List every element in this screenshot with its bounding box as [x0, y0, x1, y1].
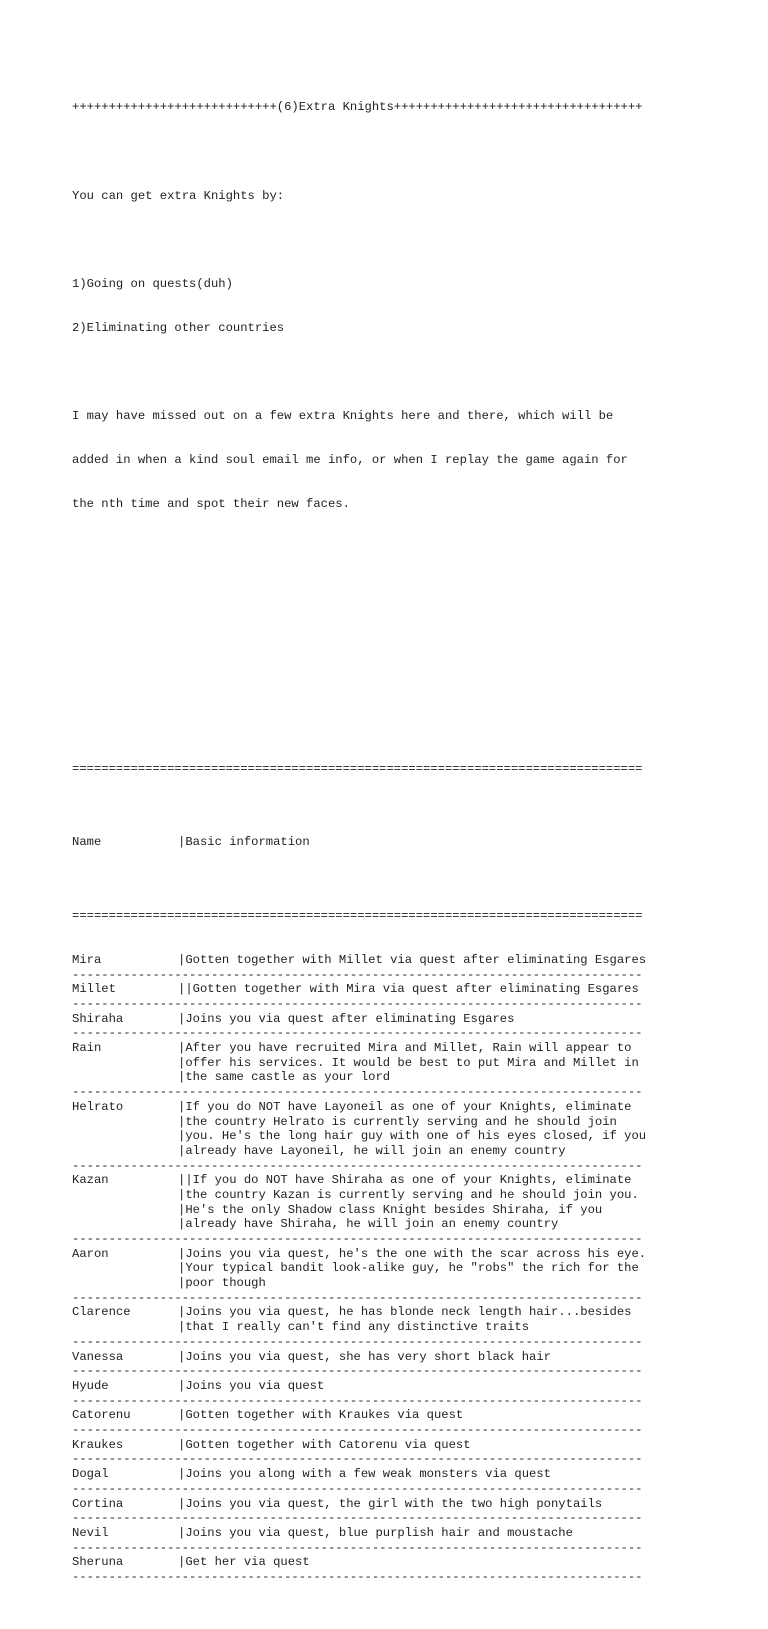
knight-name: Catorenu: [72, 1408, 131, 1423]
knight-info-line: |you. He's the long hair guy with one of his eyes closed, if you: [178, 1129, 647, 1144]
row-separator-rule: ------------------------------------------------------------------------------: [72, 1452, 643, 1467]
table-row: [72, 982, 646, 1011]
table-row: [72, 1526, 646, 1555]
row-separator-rule: ------------------------------------------------------------------------------: [72, 1232, 643, 1247]
knight-info-line: |Joins you via quest, he's the one with the scar across his eye.: [178, 1246, 647, 1261]
knight-info: [178, 1247, 646, 1291]
knight-info: [178, 1497, 602, 1512]
column-header-info: |Basic information: [178, 835, 310, 850]
knight-info-line: |Get her via quest: [178, 1555, 310, 1570]
blank-line: [72, 585, 646, 600]
knight-info-line: |offer his services. It would be best to put Mira and Millet in: [178, 1055, 639, 1070]
knight-info-line: |Joins you via quest after eliminating Esgares: [178, 1011, 515, 1026]
blank-line: [72, 365, 646, 380]
knight-info-line: |Gotten together with Catorenu via quest: [178, 1437, 471, 1452]
table-row: [72, 1408, 646, 1437]
knight-info-line: |He's the only Shadow class Knight besides Shiraha, if you: [178, 1202, 603, 1217]
knight-info: [178, 1173, 639, 1232]
blank-line: [72, 233, 646, 248]
knight-name: Kraukes: [72, 1437, 124, 1452]
row-separator-rule: ------------------------------------------------------------------------------: [72, 1290, 643, 1305]
note-line: the nth time and spot their new faces.: [72, 497, 350, 512]
knight-info-line: |Gotten together with Millet via quest after eliminating Esgares: [178, 952, 647, 967]
knight-name: Sheruna: [72, 1555, 124, 1570]
blank-line: [72, 145, 646, 160]
knight-info-line: |After you have recruited Mira and Millet, Rain will appear to: [178, 1041, 632, 1056]
row-separator-rule: ------------------------------------------------------------------------------: [72, 1511, 643, 1526]
blank-line: [72, 541, 646, 556]
knight-name: Aaron: [72, 1246, 109, 1261]
table-row: [72, 1012, 646, 1041]
knight-name: Hyude: [72, 1378, 109, 1393]
table-row: [72, 1173, 646, 1246]
knight-name: Mira: [72, 952, 102, 967]
row-separator-rule: ------------------------------------------------------------------------------: [72, 1393, 643, 1408]
knight-info: [178, 1100, 646, 1159]
knight-info-line: |poor though: [178, 1276, 266, 1291]
knight-info-line: |the country Helrato is currently serving and he should join: [178, 1114, 617, 1129]
note-line: added in when a kind soul email me info, or when I replay the game again for: [72, 453, 628, 468]
knight-name: Rain: [72, 1041, 102, 1056]
knight-name: Helrato: [72, 1099, 124, 1114]
table-row: [72, 1497, 646, 1526]
blank-line: [72, 630, 646, 645]
knight-name: Vanessa: [72, 1349, 124, 1364]
row-separator-rule: ------------------------------------------------------------------------------: [72, 1158, 643, 1173]
knight-info-line: ||Gotten together with Mira via quest after eliminating Esgares: [178, 982, 639, 997]
knight-info-line: |Joins you along with a few weak monsters via quest: [178, 1467, 551, 1482]
knight-info-line: |already have Layoneil, he will join an enemy country: [178, 1143, 566, 1158]
knight-info: [178, 1012, 514, 1027]
knight-info: [178, 1526, 573, 1541]
table-row: [72, 1555, 646, 1584]
knight-info-line: |already have Shiraha, he will join an enemy country: [178, 1217, 559, 1232]
row-separator-rule: ------------------------------------------------------------------------------: [72, 1364, 643, 1379]
knight-info: [178, 1041, 639, 1085]
row-separator-rule: ------------------------------------------------------------------------------: [72, 1334, 643, 1349]
knight-name: Nevil: [72, 1525, 109, 1540]
knight-name: Kazan: [72, 1173, 109, 1188]
table-row: [72, 1379, 646, 1408]
knight-info-line: |the country Kazan is currently serving and he should join you.: [178, 1187, 639, 1202]
row-separator-rule: ------------------------------------------------------------------------------: [72, 967, 643, 982]
knight-info: [178, 1350, 551, 1365]
knight-info-line: |Joins you via quest, she has very short black hair: [178, 1349, 551, 1364]
method-item: 2)Eliminating other countries: [72, 320, 285, 335]
knight-info-line: |that I really can't find any distinctive traits: [178, 1320, 530, 1335]
table-body: [72, 953, 646, 1585]
knight-info-line: |Joins you via quest: [178, 1378, 325, 1393]
knight-name: Shiraha: [72, 1011, 124, 1026]
knight-info: [178, 953, 646, 968]
table-row: [72, 1350, 646, 1379]
column-header-name: Name: [72, 835, 102, 850]
table-row: [72, 1100, 646, 1173]
knight-info-line: |Joins you via quest, he has blonde neck length hair...besides: [178, 1305, 632, 1320]
knights-table: [72, 732, 646, 1614]
method-item: 1)Going on quests(duh): [72, 276, 233, 291]
knight-name: Dogal: [72, 1467, 109, 1482]
table-row: [72, 1247, 646, 1306]
table-row: [72, 1041, 646, 1100]
table-row: [72, 1438, 646, 1467]
knight-info: [178, 1305, 631, 1334]
row-separator-rule: ------------------------------------------------------------------------------: [72, 1540, 643, 1555]
table-row: [72, 1467, 646, 1496]
knight-info: [178, 1379, 324, 1394]
knight-info-line: |Your typical bandit look-alike guy, he "robs" the rich for the: [178, 1261, 639, 1276]
knight-name: Cortina: [72, 1496, 124, 1511]
table-top-rule: ==============================================================================: [72, 761, 643, 776]
row-separator-rule: ------------------------------------------------------------------------------: [72, 1569, 643, 1584]
table-row: [72, 953, 646, 982]
table-header-row: [72, 806, 646, 880]
intro-text: You can get extra Knights by:: [72, 188, 285, 203]
knight-info-line: |Joins you via quest, blue purplish hair and moustache: [178, 1525, 573, 1540]
knight-info: [178, 1408, 463, 1423]
note-line: I may have missed out on a few extra Knights here and there, which will be: [72, 409, 614, 424]
table-row: [72, 1305, 646, 1349]
knight-info: [178, 1438, 471, 1453]
section-header: ++++++++++++++++++++++++++++(6)Extra Knights++++++++++++++++++++++++++++++++++: [72, 100, 643, 115]
knight-info-line: |Gotten together with Kraukes via quest: [178, 1408, 464, 1423]
knight-info-line: |Joins you via quest, the girl with the two high ponytails: [178, 1496, 603, 1511]
row-separator-rule: ------------------------------------------------------------------------------: [72, 1423, 643, 1438]
knight-info-line: |the same castle as your lord: [178, 1070, 391, 1085]
knight-info: [178, 1467, 551, 1482]
knight-info: [178, 1555, 310, 1570]
table-header-rule: ==============================================================================: [72, 908, 643, 923]
row-separator-rule: ------------------------------------------------------------------------------: [72, 1481, 643, 1496]
knight-info-line: |If you do NOT have Layoneil as one of your Knights, eliminate: [178, 1099, 632, 1114]
row-separator-rule: ------------------------------------------------------------------------------: [72, 997, 643, 1012]
faq-document: [72, 71, 646, 1629]
row-separator-rule: ------------------------------------------------------------------------------: [72, 1085, 643, 1100]
knight-name: Millet: [72, 982, 116, 997]
knight-info-line: ||If you do NOT have Shiraha as one of your Knights, eliminate: [178, 1173, 632, 1188]
knight-name: Clarence: [72, 1305, 131, 1320]
blank-line: [72, 674, 646, 689]
knight-info: [178, 982, 639, 997]
row-separator-rule: ------------------------------------------------------------------------------: [72, 1026, 643, 1041]
